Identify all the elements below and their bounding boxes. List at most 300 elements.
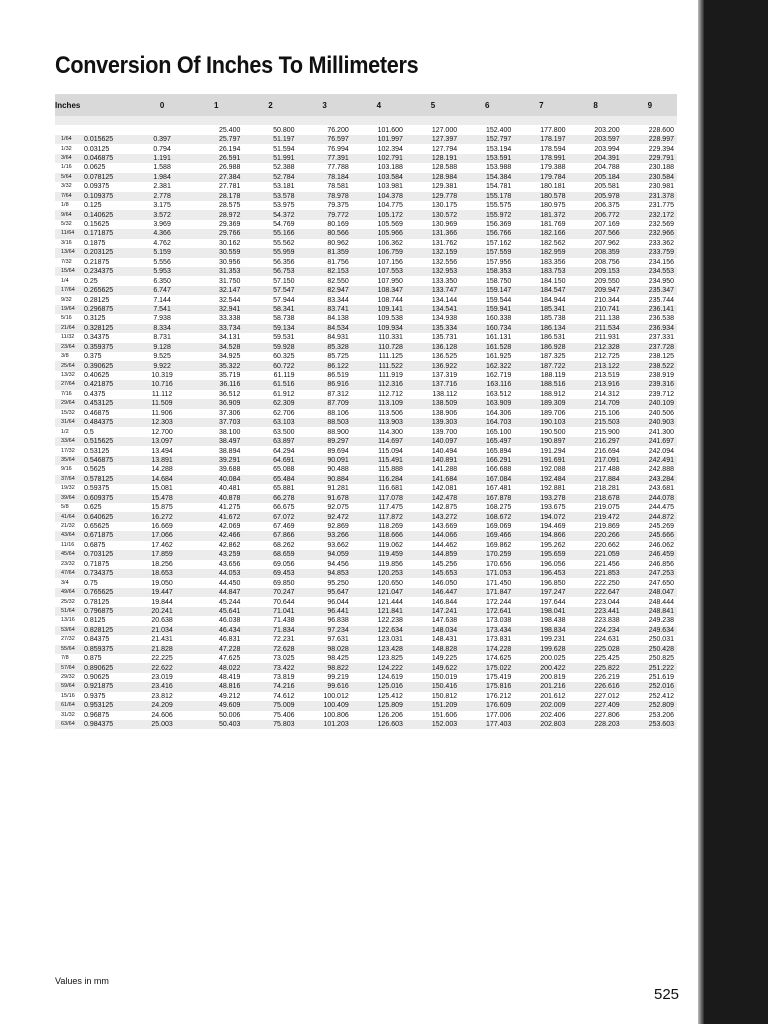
mm-value-cell: 170.656 bbox=[486, 560, 512, 568]
mm-value-cell: 180.975 bbox=[540, 202, 566, 210]
mm-value-cell: 18.653 bbox=[151, 570, 173, 578]
mm-value-cell: 33.734 bbox=[218, 324, 241, 332]
mm-value-cell: 150.416 bbox=[431, 683, 458, 691]
decimal-cell: 0.609375 bbox=[84, 494, 114, 502]
mm-value-cell: 56.753 bbox=[273, 268, 295, 276]
mm-value-cell bbox=[189, 116, 243, 125]
mm-value-cell: 77.391 bbox=[327, 154, 349, 162]
mm-value-cell: 142.478 bbox=[431, 494, 458, 502]
mm-value-cell: 194.469 bbox=[540, 523, 566, 531]
mm-value-cell: 60.722 bbox=[273, 362, 295, 370]
mm-value-cell: 8.334 bbox=[153, 324, 171, 332]
decimal-cell: 0.8125 bbox=[84, 617, 106, 625]
mm-value-cell: 102.394 bbox=[377, 145, 403, 153]
mm-value-cell: 228.203 bbox=[594, 721, 620, 729]
mm-value-cell: 90.091 bbox=[327, 456, 349, 464]
mm-value-cell: 249.238 bbox=[648, 617, 674, 625]
table-row bbox=[55, 295, 677, 304]
table-row bbox=[55, 380, 677, 389]
mm-value-cell: 223.044 bbox=[594, 598, 620, 606]
mm-value-cell: 38.497 bbox=[218, 438, 241, 446]
fraction-cell: 17/32 bbox=[61, 447, 75, 454]
mm-value-cell: 79.772 bbox=[327, 211, 349, 219]
mm-value-cell: 219.472 bbox=[594, 513, 620, 521]
mm-value-cell: 191.691 bbox=[540, 456, 566, 464]
decimal-cell: 0.265625 bbox=[84, 287, 114, 295]
decimal-cell: 0.75 bbox=[84, 579, 98, 587]
fraction-cell bbox=[55, 125, 81, 134]
decimal-cell: 0.625 bbox=[84, 504, 102, 512]
fraction-cell: 23/64 bbox=[61, 343, 75, 350]
mm-value-cell: 111.522 bbox=[378, 362, 403, 370]
decimal-cell: 0.234375 bbox=[84, 268, 114, 276]
table-row bbox=[55, 663, 677, 672]
mm-value-cell: 53.578 bbox=[273, 192, 295, 200]
mm-value-cell: 127.794 bbox=[431, 145, 458, 153]
mm-value-cell: 169.069 bbox=[486, 523, 512, 531]
mm-value-cell: 140.097 bbox=[431, 438, 458, 446]
mm-value-cell: 60.325 bbox=[273, 353, 295, 361]
mm-value-cell: 184.547 bbox=[540, 287, 566, 295]
mm-value-cell: 39.688 bbox=[218, 466, 241, 474]
mm-value-cell: 222.250 bbox=[594, 579, 620, 587]
mm-value-cell: 124.222 bbox=[377, 664, 403, 672]
mm-value-cell: 49.609 bbox=[218, 702, 241, 710]
mm-value-cell: 169.466 bbox=[486, 532, 512, 540]
mm-value-cell: 250.428 bbox=[648, 645, 674, 653]
decimal-cell: 0.328125 bbox=[84, 324, 114, 332]
mm-value-cell: 235.744 bbox=[648, 296, 674, 304]
mm-value-cell: 152.003 bbox=[431, 721, 458, 729]
table-row bbox=[55, 314, 677, 323]
mm-value-cell: 25.400 bbox=[218, 126, 241, 134]
mm-value-cell: 148.034 bbox=[431, 626, 458, 634]
mm-value-cell: 50.403 bbox=[218, 721, 241, 729]
mm-value-cell: 202.803 bbox=[540, 721, 566, 729]
mm-value-cell: 0.397 bbox=[153, 136, 171, 144]
mm-value-cell: 138.906 bbox=[431, 409, 458, 417]
mm-value-cell: 169.862 bbox=[486, 541, 512, 549]
mm-value-cell: 31.353 bbox=[218, 268, 241, 276]
mm-value-cell: 112.712 bbox=[378, 390, 403, 398]
mm-value-cell: 22.225 bbox=[151, 655, 173, 663]
mm-value-cell: 92.869 bbox=[327, 523, 349, 531]
mm-value-cell: 167.481 bbox=[486, 485, 512, 493]
mm-value-cell: 103.981 bbox=[377, 183, 403, 191]
decimal-cell: 0.40625 bbox=[84, 372, 110, 380]
mm-value-cell: 130.175 bbox=[431, 202, 458, 210]
mm-value-cell: 166.688 bbox=[486, 466, 512, 474]
mm-value-cell: 211.138 bbox=[594, 315, 620, 323]
mm-value-cell: 134.144 bbox=[431, 296, 458, 304]
fraction-cell: 19/64 bbox=[61, 305, 75, 312]
mm-value-cell: 58.341 bbox=[273, 305, 295, 313]
mm-value-cell: 203.200 bbox=[594, 126, 620, 134]
mm-value-cell: 178.991 bbox=[540, 154, 566, 162]
fraction-cell: 9/32 bbox=[61, 296, 72, 303]
mm-value-cell: 54.372 bbox=[273, 211, 295, 219]
table-row bbox=[55, 437, 677, 446]
mm-value-cell: 95.647 bbox=[327, 589, 349, 597]
fraction-cell: 5/8 bbox=[61, 504, 69, 511]
mm-value-cell: 187.325 bbox=[540, 353, 566, 361]
mm-value-cell: 59.531 bbox=[273, 334, 295, 342]
mm-value-cell: 55.959 bbox=[273, 249, 295, 257]
table-body bbox=[55, 116, 677, 729]
fraction-cell: 63/64 bbox=[61, 721, 75, 728]
mm-value-cell: 61.912 bbox=[273, 390, 295, 398]
mm-value-cell: 93.266 bbox=[327, 532, 349, 540]
table-row bbox=[55, 616, 677, 625]
mm-value-cell: 244.078 bbox=[648, 494, 674, 502]
mm-value-cell: 237.728 bbox=[648, 343, 674, 351]
mm-value-cell: 107.950 bbox=[377, 277, 403, 285]
mm-value-cell: 114.300 bbox=[378, 428, 403, 436]
decimal-cell: 0.734375 bbox=[84, 570, 114, 578]
mm-value-cell: 217.884 bbox=[594, 475, 620, 483]
mm-value-cell: 11.906 bbox=[151, 409, 173, 417]
mm-value-cell: 190.103 bbox=[540, 419, 566, 427]
mm-value-cell: 248.444 bbox=[648, 598, 674, 606]
mm-value-cell: 242.491 bbox=[648, 456, 674, 464]
mm-value-cell: 24.606 bbox=[151, 711, 173, 719]
decimal-cell: 0.453125 bbox=[84, 400, 114, 408]
mm-value-cell: 2.381 bbox=[153, 183, 171, 191]
fraction-cell: 27/64 bbox=[61, 381, 75, 388]
mm-value-cell: 30.559 bbox=[218, 249, 241, 257]
mm-value-cell: 32.941 bbox=[218, 305, 241, 313]
table-row bbox=[55, 220, 677, 229]
mm-value-cell: 69.056 bbox=[273, 560, 295, 568]
mm-value-cell: 77.788 bbox=[327, 164, 349, 172]
fraction-cell: 1/64 bbox=[61, 136, 72, 143]
mm-value-cell: 198.834 bbox=[540, 626, 566, 634]
mm-value-cell: 202.406 bbox=[540, 711, 566, 719]
mm-value-cell: 198.438 bbox=[540, 617, 566, 625]
mm-value-cell: 55.166 bbox=[273, 230, 295, 238]
mm-value-cell: 159.147 bbox=[486, 287, 512, 295]
mm-value-cell: 94.853 bbox=[327, 570, 349, 578]
mm-value-cell: 188.119 bbox=[540, 372, 566, 380]
mm-value-cell: 36.909 bbox=[218, 400, 241, 408]
mm-value-cell: 240.506 bbox=[648, 409, 674, 417]
mm-value-cell: 13.097 bbox=[151, 438, 173, 446]
mm-value-cell: 132.556 bbox=[431, 258, 458, 266]
fraction-cell: 23/32 bbox=[61, 560, 75, 567]
mm-value-cell: 228.600 bbox=[648, 126, 674, 134]
decimal-cell: 0.109375 bbox=[84, 192, 114, 200]
fraction-cell: 3/16 bbox=[61, 239, 72, 246]
decimal-cell: 0.03125 bbox=[84, 145, 110, 153]
header-3: 3 bbox=[322, 100, 327, 110]
table-row bbox=[55, 343, 677, 352]
table-row bbox=[55, 248, 677, 257]
mm-value-cell: 93.662 bbox=[327, 541, 349, 549]
table-row bbox=[55, 465, 677, 474]
mm-value-cell: 59.928 bbox=[273, 343, 295, 351]
mm-value-cell: 231.378 bbox=[648, 192, 674, 200]
mm-value-cell: 144.859 bbox=[431, 551, 458, 559]
mm-value-cell: 37.306 bbox=[218, 409, 241, 417]
mm-value-cell: 32.544 bbox=[218, 296, 241, 304]
mm-value-cell: 174.228 bbox=[486, 645, 512, 653]
mm-value-cell: 29.369 bbox=[218, 221, 241, 229]
header-5: 5 bbox=[430, 100, 436, 110]
mm-value-cell: 14.288 bbox=[151, 466, 173, 474]
mm-value-cell: 173.434 bbox=[486, 626, 512, 634]
mm-value-cell: 252.412 bbox=[648, 692, 674, 700]
mm-value-cell: 205.978 bbox=[594, 192, 620, 200]
mm-value-cell: 211.534 bbox=[594, 324, 620, 332]
mm-value-cell: 88.106 bbox=[327, 409, 349, 417]
table-row bbox=[55, 229, 677, 238]
table-row bbox=[55, 390, 677, 399]
mm-value-cell: 41.275 bbox=[218, 504, 241, 512]
mm-value-cell: 1.984 bbox=[153, 173, 171, 181]
decimal-cell: 0.515625 bbox=[84, 438, 114, 446]
mm-value-cell: 217.488 bbox=[594, 466, 620, 474]
mm-value-cell: 73.025 bbox=[273, 655, 295, 663]
decimal-cell: 0.53125 bbox=[84, 447, 110, 455]
mm-value-cell: 166.291 bbox=[486, 456, 512, 464]
mm-value-cell: 10.716 bbox=[151, 381, 173, 389]
mm-value-cell: 248.841 bbox=[648, 607, 674, 615]
mm-value-cell: 160.734 bbox=[486, 324, 512, 332]
mm-value-cell: 33.338 bbox=[218, 315, 241, 323]
mm-value-cell: 119.459 bbox=[378, 551, 403, 559]
mm-value-cell: 137.716 bbox=[431, 381, 458, 389]
mm-value-cell: 50.006 bbox=[218, 711, 241, 719]
mm-value-cell: 100.409 bbox=[323, 702, 349, 710]
mm-value-cell: 75.803 bbox=[273, 721, 295, 729]
decimal-cell: 0.375 bbox=[84, 353, 102, 361]
mm-value-cell: 146.844 bbox=[431, 598, 458, 606]
mm-value-cell: 181.372 bbox=[540, 211, 566, 219]
mm-value-cell: 45.641 bbox=[218, 607, 241, 615]
mm-value-cell: 226.616 bbox=[594, 683, 620, 691]
decimal-cell: 0.796875 bbox=[84, 607, 114, 615]
mm-value-cell: 82.153 bbox=[327, 268, 349, 276]
mm-value-cell: 225.425 bbox=[594, 655, 620, 663]
mm-value-cell: 156.369 bbox=[486, 221, 512, 229]
table-row bbox=[55, 645, 677, 654]
table-row bbox=[55, 125, 677, 134]
table-row bbox=[55, 144, 677, 153]
mm-value-cell: 21.034 bbox=[151, 626, 173, 634]
table-row bbox=[55, 210, 677, 219]
table-row bbox=[55, 276, 677, 285]
mm-value-cell bbox=[569, 116, 623, 125]
mm-value-cell: 163.512 bbox=[486, 390, 512, 398]
mm-value-cell: 182.562 bbox=[540, 239, 566, 247]
mm-value-cell: 5.159 bbox=[153, 249, 171, 257]
table-row bbox=[55, 267, 677, 276]
decimal-cell: 0.125 bbox=[84, 202, 102, 210]
fraction-cell: 21/64 bbox=[61, 324, 75, 331]
mm-value-cell: 200.819 bbox=[540, 674, 566, 682]
mm-value-cell: 42.069 bbox=[218, 523, 241, 531]
mm-value-cell: 142.875 bbox=[431, 504, 458, 512]
mm-value-cell: 130.572 bbox=[431, 211, 458, 219]
mm-value-cell: 73.422 bbox=[273, 664, 295, 672]
decimal-cell: 0.65625 bbox=[84, 523, 110, 531]
table-row bbox=[55, 135, 677, 144]
fraction-cell: 61/64 bbox=[61, 702, 75, 709]
fraction-cell: 1/2 bbox=[61, 428, 69, 435]
decimal-cell: 0.359375 bbox=[84, 343, 114, 351]
mm-value-cell: 171.847 bbox=[486, 589, 512, 597]
mm-value-cell: 163.116 bbox=[486, 381, 512, 389]
header-inches: Inches bbox=[55, 100, 81, 110]
mm-value-cell: 117.872 bbox=[378, 513, 403, 521]
fraction-cell: 3/4 bbox=[61, 579, 69, 586]
mm-value-cell: 184.150 bbox=[540, 277, 566, 285]
mm-value-cell: 21.431 bbox=[151, 636, 173, 644]
mm-value-cell: 128.588 bbox=[431, 164, 458, 172]
mm-value-cell: 114.697 bbox=[378, 438, 403, 446]
mm-value-cell: 253.206 bbox=[648, 711, 674, 719]
mm-value-cell: 37.703 bbox=[218, 419, 241, 427]
mm-value-cell: 232.966 bbox=[648, 230, 674, 238]
mm-value-cell: 233.362 bbox=[648, 239, 674, 247]
mm-value-cell: 82.550 bbox=[327, 277, 349, 285]
fraction-cell: 1/8 bbox=[61, 202, 69, 209]
mm-value-cell: 80.962 bbox=[327, 239, 349, 247]
mm-value-cell: 213.519 bbox=[594, 372, 620, 380]
fraction-cell: 59/64 bbox=[61, 683, 75, 690]
fraction-cell: 15/16 bbox=[61, 692, 75, 699]
mm-value-cell: 3.175 bbox=[153, 202, 171, 210]
mm-value-cell: 247.253 bbox=[648, 570, 674, 578]
fraction-cell bbox=[55, 116, 81, 125]
mm-value-cell: 11.112 bbox=[151, 390, 173, 398]
page-title: Conversion Of Inches To Millimeters bbox=[55, 52, 419, 79]
mm-value-cell: 55.562 bbox=[273, 239, 295, 247]
mm-value-cell: 46.038 bbox=[218, 617, 241, 625]
mm-value-cell: 147.638 bbox=[431, 617, 458, 625]
mm-value-cell: 198.041 bbox=[540, 607, 566, 615]
mm-value-cell: 40.878 bbox=[218, 494, 241, 502]
mm-value-cell: 71.438 bbox=[273, 617, 295, 625]
decimal-cell: 0.71875 bbox=[84, 560, 110, 568]
mm-value-cell: 13.494 bbox=[151, 447, 173, 455]
decimal-cell: 0.25 bbox=[84, 277, 98, 285]
mm-value-cell: 120.253 bbox=[377, 570, 403, 578]
mm-value-cell: 172.244 bbox=[486, 598, 512, 606]
table-row bbox=[55, 418, 677, 427]
fraction-cell: 19/32 bbox=[61, 485, 75, 492]
mm-value-cell: 154.781 bbox=[486, 183, 512, 191]
mm-value-cell: 153.988 bbox=[486, 164, 512, 172]
mm-value-cell: 226.219 bbox=[594, 674, 620, 682]
header-7: 7 bbox=[539, 100, 544, 110]
mm-value-cell: 98.028 bbox=[327, 645, 349, 653]
mm-value-cell: 23.416 bbox=[151, 683, 173, 691]
mm-value-cell: 106.759 bbox=[377, 249, 403, 257]
mm-value-cell: 40.481 bbox=[218, 485, 241, 493]
mm-value-cell: 66.278 bbox=[273, 494, 295, 502]
mm-value-cell: 160.338 bbox=[486, 315, 512, 323]
mm-value-cell: 177.403 bbox=[486, 721, 512, 729]
mm-value-cell: 218.678 bbox=[594, 494, 620, 502]
mm-value-cell: 137.319 bbox=[431, 372, 458, 380]
mm-value-cell: 154.384 bbox=[486, 173, 512, 181]
mm-value-cell: 230.188 bbox=[648, 164, 674, 172]
mm-value-cell: 219.869 bbox=[594, 523, 620, 531]
mm-value-cell: 67.072 bbox=[273, 513, 295, 521]
header-4: 4 bbox=[376, 100, 382, 110]
decimal-cell: 0.953125 bbox=[84, 702, 114, 710]
mm-value-cell: 139.303 bbox=[431, 419, 458, 427]
mm-value-cell: 61.516 bbox=[273, 381, 295, 389]
decimal-cell bbox=[81, 125, 135, 134]
fraction-cell: 15/64 bbox=[61, 268, 75, 275]
mm-value-cell: 105.966 bbox=[377, 230, 403, 238]
mm-value-cell: 29.766 bbox=[218, 230, 241, 238]
mm-value-cell: 118.666 bbox=[378, 532, 403, 540]
table-row bbox=[55, 475, 677, 484]
mm-value-cell: 176.609 bbox=[486, 702, 512, 710]
mm-value-cell: 6.350 bbox=[153, 277, 171, 285]
decimal-cell: 0.828125 bbox=[84, 626, 114, 634]
fraction-cell: 3/32 bbox=[61, 183, 72, 190]
table-row bbox=[55, 597, 677, 606]
mm-value-cell: 227.409 bbox=[594, 702, 620, 710]
mm-value-cell: 44.450 bbox=[218, 579, 241, 587]
mm-value-cell: 175.816 bbox=[486, 683, 512, 691]
mm-value-cell bbox=[460, 116, 514, 125]
mm-value-cell: 70.247 bbox=[273, 589, 295, 597]
mm-value-cell: 171.450 bbox=[486, 579, 512, 587]
mm-value-cell: 249.634 bbox=[648, 626, 674, 634]
fraction-cell: 43/64 bbox=[61, 532, 75, 539]
fraction-cell: 51/64 bbox=[61, 607, 75, 614]
mm-value-cell bbox=[352, 116, 406, 125]
decimal-cell: 0.28125 bbox=[84, 296, 110, 304]
table-row bbox=[55, 173, 677, 182]
mm-value-cell: 220.662 bbox=[594, 541, 620, 549]
mm-value-cell: 10.319 bbox=[151, 372, 173, 380]
mm-value-cell: 52.388 bbox=[273, 164, 295, 172]
mm-value-cell: 129.778 bbox=[431, 192, 458, 200]
mm-value-cell: 196.453 bbox=[540, 570, 566, 578]
mm-value-cell: 23.019 bbox=[151, 674, 173, 682]
mm-value-cell: 125.016 bbox=[377, 683, 403, 691]
mm-value-cell: 88.900 bbox=[327, 428, 349, 436]
mm-value-cell: 84.931 bbox=[327, 334, 349, 342]
mm-value-cell: 133.350 bbox=[431, 277, 458, 285]
mm-value-cell: 17.462 bbox=[151, 541, 173, 549]
mm-value-cell: 95.250 bbox=[327, 579, 349, 587]
mm-value-cell: 85.725 bbox=[327, 353, 349, 361]
mm-value-cell: 232.569 bbox=[648, 221, 674, 229]
mm-value-cell: 38.100 bbox=[218, 428, 241, 436]
mm-value-cell: 109.141 bbox=[377, 305, 403, 313]
table-row bbox=[55, 305, 677, 314]
mm-value-cell: 190.500 bbox=[540, 428, 566, 436]
decimal-cell: 0.21875 bbox=[84, 258, 110, 266]
mm-value-cell: 3.969 bbox=[153, 221, 171, 229]
mm-value-cell: 116.284 bbox=[378, 475, 403, 483]
mm-value-cell: 5.556 bbox=[153, 258, 171, 266]
mm-value-cell bbox=[243, 116, 297, 125]
mm-value-cell: 204.391 bbox=[594, 154, 620, 162]
mm-value-cell: 252.809 bbox=[648, 702, 674, 710]
mm-value-cell: 229.791 bbox=[648, 154, 674, 162]
fraction-cell: 33/64 bbox=[61, 438, 75, 445]
mm-value-cell: 17.066 bbox=[151, 532, 173, 540]
mm-value-cell: 47.228 bbox=[218, 645, 241, 653]
